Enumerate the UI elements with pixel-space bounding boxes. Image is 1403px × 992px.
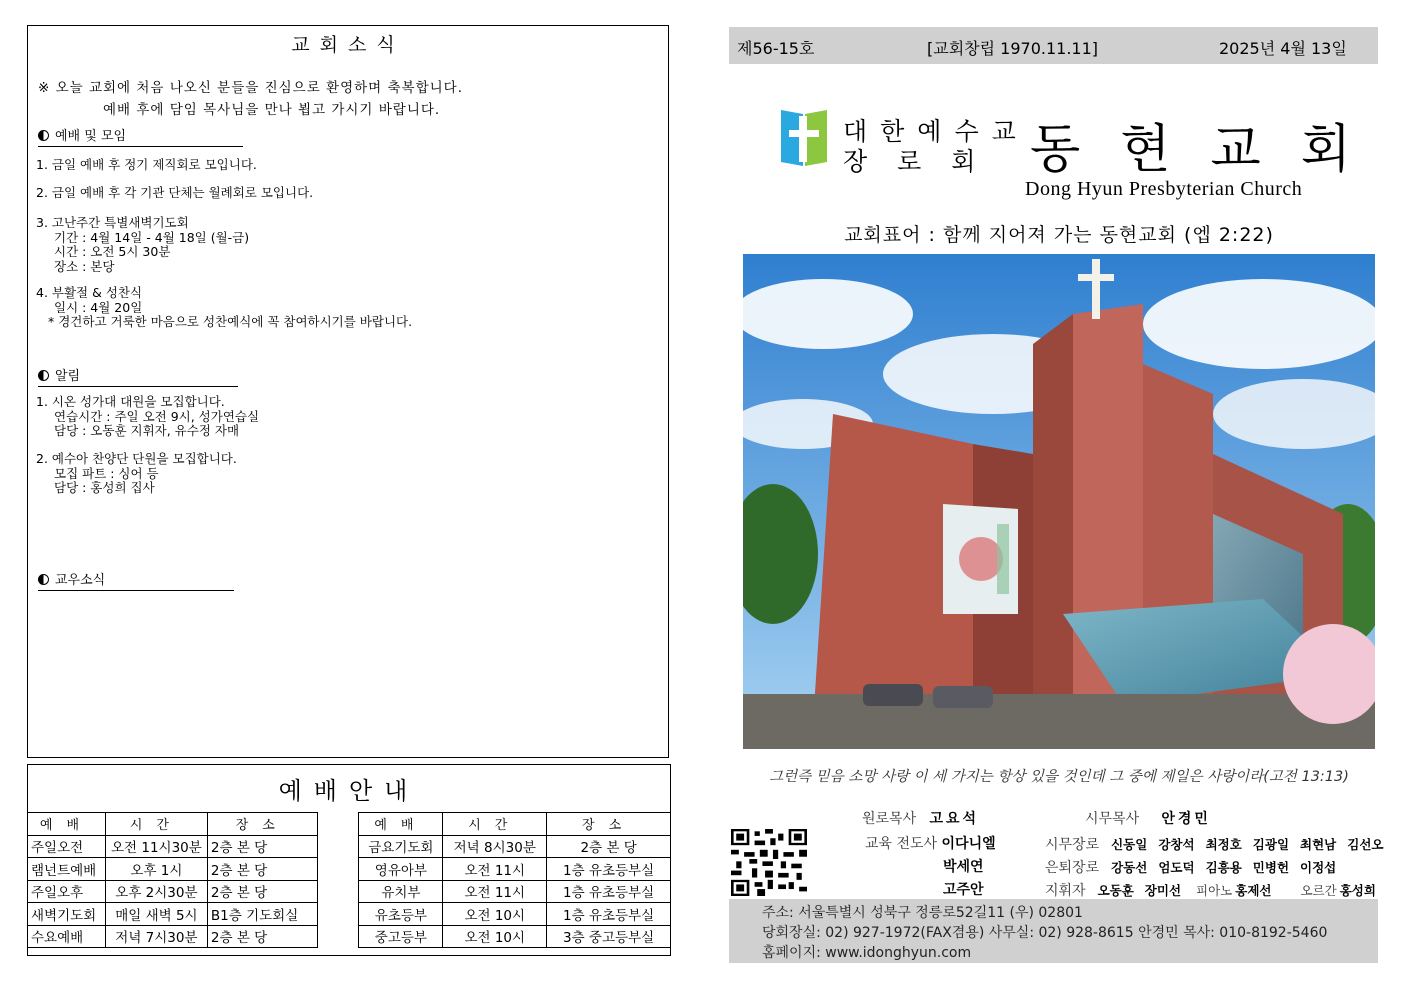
church-name-english: Dong Hyun Presbyterian Church (1025, 178, 1303, 200)
church-motto: 교회표어 : 함께 지어져 가는 동현교회 (엡 2:22) (844, 224, 1274, 246)
welcome-line-2: 예배 후에 담임 목사님을 만나 뵙고 가시기 바랍니다. (103, 102, 441, 118)
section-notice-heading: 알림 (38, 365, 238, 387)
header-time: 시간 (105, 813, 207, 836)
section-members-heading: 교우소식 (38, 569, 234, 591)
worship-guide-title: 예배안내 (278, 777, 420, 805)
issue-number: 제56-15호 (737, 39, 815, 58)
contact-footer (729, 899, 1378, 963)
worship-item-3: 3. 고난주간 특별새벽기도회 기간 : 4월 14일 - 4월 18일 (월-금) 시간 : 오전 5시 30분 장소 : 본당 (36, 215, 250, 274)
header-service: 예배 (359, 813, 443, 836)
worship-item-1: 1. 금일 예배 후 정기 제직회로 모입니다. (36, 157, 257, 172)
notice-item-1: 1. 시온 성가대 대원을 모집합니다. 연습시간 : 주일 오전 9시, 성가연습실 담당 : 오동훈 지휘자, 유수정 자매 (36, 394, 260, 438)
worship-item-4: 4. 부활절 & 성찬식 일시 : 4월 20일 * 경건하고 거룩한 마음으로 성찬예식에 꼭 참여하시기를 바랍니다. (36, 285, 413, 329)
serving-elders: 시무장로 신동일 강창석 최정호 김광일 최현남 김선오 (1045, 837, 1384, 853)
half-circle-icon (38, 574, 49, 585)
issue-header-bar (729, 27, 1378, 64)
table-row: 수요예배 저녁 7시30분 2층 본 당 중고등부 오전 10시 3층 중고등부실 (28, 925, 671, 948)
education-minister-2: 박세연 (943, 859, 984, 875)
section-worship-heading: 예배 및 모임 (38, 125, 243, 147)
worship-item-2: 2. 금일 예배 후 각 기관 단체는 월례회로 모입니다. (36, 185, 314, 200)
education-minister: 교육 전도사 이다니엘 (865, 836, 996, 852)
table-row: 새벽기도회 매일 새벽 5시 B1층 기도회실 유초등부 오전 10시 1층 유초등부실 (28, 903, 671, 926)
founded-date: [교회창립 1970.11.11] (927, 39, 1099, 58)
header-place: 장소 (207, 813, 317, 836)
header-service: 예배 (28, 813, 106, 836)
news-title: 교회소식 (291, 34, 405, 56)
education-minister-3: 고주안 (943, 882, 984, 898)
header-time: 시간 (443, 813, 547, 836)
notice-item-2: 2. 예수아 찬양단 단원을 모집합니다. 모집 파트 : 싱어 등 담당 : 홍성희 집사 (36, 451, 237, 495)
bulletin-date: 2025년 4월 13일 (1219, 39, 1347, 58)
welcome-line-1: ※ 오늘 교회에 처음 나오신 분들을 진심으로 환영하며 축복합니다. (38, 80, 463, 96)
half-circle-icon (38, 130, 49, 141)
table-row: 주일오후 오후 2시30분 2층 본 당 유치부 오전 11시 1층 유초등부실 (28, 880, 671, 903)
phone-numbers: 당회장실: 02) 927-1972(FAX겸용) 사무실: 02) 928-8615 안경민 목사: 010-8192-5460 (762, 925, 1328, 941)
church-building-image (743, 254, 1375, 749)
denomination-line-1: 대한예수교 (843, 117, 1029, 146)
homepage-link[interactable]: 홈페이지: www.idonghyun.com (762, 945, 972, 961)
elder-pastor: 원로목사 고요석 (862, 811, 980, 827)
church-news-box (27, 25, 669, 758)
table-header-row (28, 813, 671, 836)
senior-pastor: 시무목사 안경민 (1085, 811, 1211, 827)
qr-code-icon[interactable] (731, 829, 807, 896)
half-circle-icon (38, 370, 49, 381)
table-row: 램넌트예배 오후 1시 2층 본 당 영유아부 오전 11시 1층 유초등부실 (28, 858, 671, 881)
music-staff: 지휘자 오동훈 장미선 피아노 홍제선 오르간 홍성희 (1045, 883, 1376, 899)
denomination-line-2: 장로회 (843, 147, 1006, 176)
header-place: 장소 (547, 813, 671, 836)
cross-logo-icon (781, 110, 827, 168)
address: 주소: 서울특별시 성북구 정릉로52길11 (우) 02801 (762, 905, 1083, 921)
retired-elders: 은퇴장로 강동선 엄도덕 김흥용 민병헌 이정섭 (1045, 860, 1337, 876)
worship-guide-box (27, 764, 671, 956)
church-name: 동현교회 (1030, 120, 1391, 180)
worship-schedule-table (27, 812, 671, 948)
table-row: 주일오전 오전 11시30분 2층 본 당 금요기도회 저녁 8시30분 2층 본 당 (28, 835, 671, 858)
bible-verse: 그런즉 믿음 소망 사랑 이 세 가지는 항상 있을 것인데 그 중에 제일은 사랑이라(고전 13:13) (769, 769, 1349, 785)
